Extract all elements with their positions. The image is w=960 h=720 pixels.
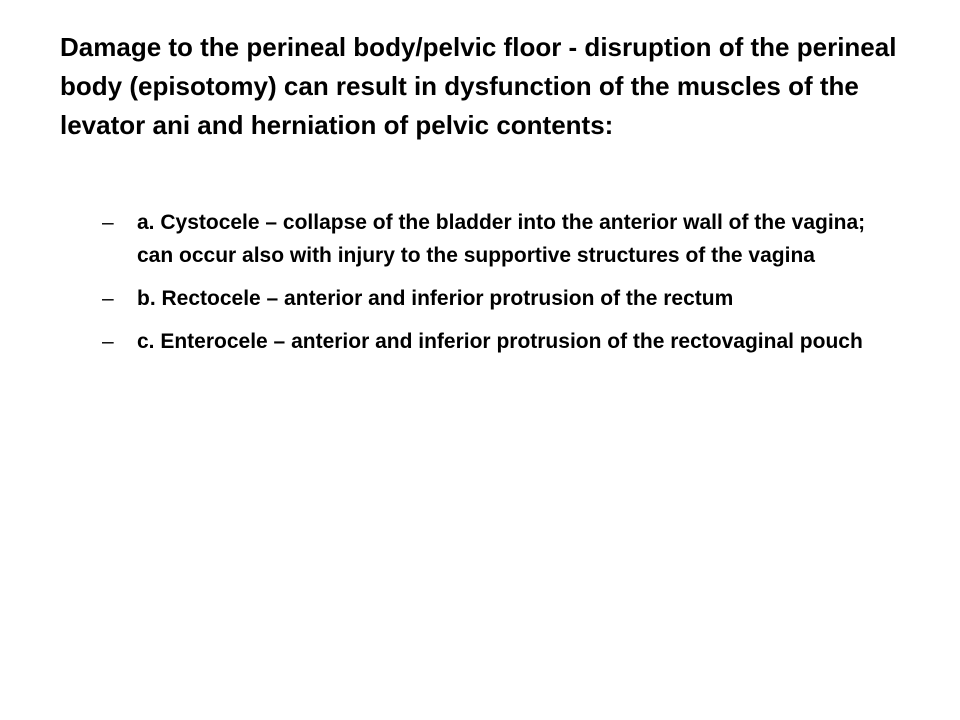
bullet-dash: – (102, 211, 114, 234)
list-item-text: b. Rectocele – anterior and inferior protrusion of the rectum (137, 287, 734, 310)
bullet-dash: – (102, 330, 114, 353)
list-item-text: c. Enterocele – anterior and inferior protrusion of the rectovaginal pouch (137, 330, 863, 353)
list-item-cystocele (102, 206, 902, 272)
list-item-rectocele (102, 282, 902, 315)
main-paragraph: Damage to the perineal body/pelvic floor - disruption of the perineal body (episotomy) can result in dysfunction of the muscles of the levator ani and herniation of pelvic contents: (60, 32, 897, 140)
list-item-text: a. Cystocele – collapse of the bladder into the anterior wall of the vagina; can occur also with injury to the supportive structures of the vagina (137, 211, 866, 267)
sub-list (102, 206, 902, 368)
bullet-dash: – (102, 287, 114, 310)
list-item-enterocele (102, 325, 902, 358)
